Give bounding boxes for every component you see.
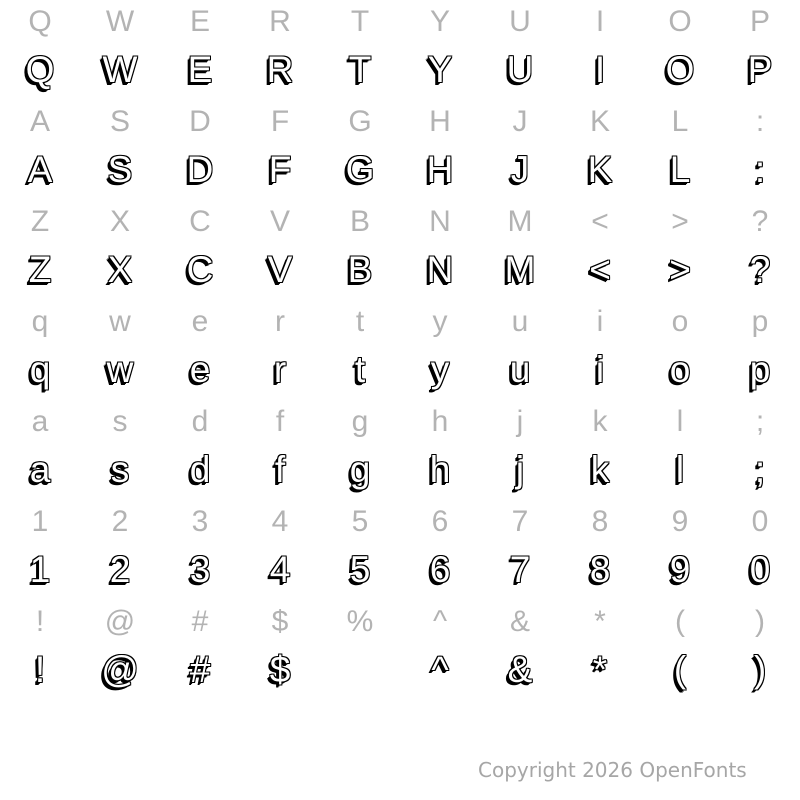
glyph-cell: > xyxy=(669,249,691,290)
glyph-cell: Y xyxy=(427,49,453,90)
glyph-cell: P xyxy=(749,5,770,38)
glyph-cell: < xyxy=(589,249,611,290)
glyph-row-4-shadow xyxy=(0,150,800,200)
glyph-cell: 3 xyxy=(189,549,211,590)
glyph-cell: d xyxy=(191,405,209,438)
glyph-row-8-shadow xyxy=(0,350,800,400)
glyph-cell: l xyxy=(676,405,684,438)
glyph-cell: Q xyxy=(25,49,55,90)
glyph-row-10-shadow xyxy=(0,450,800,500)
glyph-cell: J xyxy=(512,105,528,138)
glyph-row-5-plain xyxy=(0,200,800,250)
glyph-cell: @ xyxy=(101,649,139,690)
glyph-cell: r xyxy=(275,305,285,338)
glyph-cell: 1 xyxy=(31,505,49,538)
glyph-cell: V xyxy=(267,249,293,290)
glyph-cell: h xyxy=(431,405,449,438)
glyph-cell: 6 xyxy=(431,505,449,538)
glyph-row-3-plain xyxy=(0,100,800,150)
glyph-cell: l xyxy=(675,449,685,490)
glyph-cell: & xyxy=(509,605,530,638)
glyph-cell: # xyxy=(191,605,209,638)
glyph-cell: 2 xyxy=(111,505,129,538)
glyph-cell: O xyxy=(668,5,692,38)
glyph-cell: 4 xyxy=(269,549,291,590)
glyph-cell: U xyxy=(506,49,534,90)
glyph-cell: j xyxy=(515,449,525,490)
glyph-cell: w xyxy=(106,349,134,390)
glyph-cell xyxy=(320,650,400,700)
glyph-cell: < xyxy=(591,205,609,238)
copyright-text: Copyright 2026 OpenFonts xyxy=(478,758,747,782)
glyph-row-11-plain xyxy=(0,500,800,550)
glyph-cell: 6 xyxy=(429,549,451,590)
glyph-cell: q xyxy=(31,305,49,338)
glyph-cell: ) xyxy=(753,649,767,690)
glyph-cell: f xyxy=(274,449,286,490)
glyph-cell: ! xyxy=(34,649,46,690)
glyph-cell: N xyxy=(429,205,451,238)
glyph-cell: 9 xyxy=(669,549,691,590)
glyph-cell: o xyxy=(669,349,691,390)
glyph-cell: O xyxy=(665,49,695,90)
glyph-cell: W xyxy=(105,5,135,38)
glyph-cell: 9 xyxy=(671,505,689,538)
glyph-cell: p xyxy=(751,305,769,338)
glyph-row-1-plain xyxy=(0,0,800,50)
glyph-cell: 7 xyxy=(509,549,531,590)
glyph-cell: u xyxy=(509,349,531,390)
glyph-cell: B xyxy=(349,205,370,238)
glyph-cell: 8 xyxy=(589,549,611,590)
glyph-cell: g xyxy=(349,449,371,490)
glyph-cell: D xyxy=(186,149,214,190)
glyph-cell: P xyxy=(747,49,773,90)
glyph-cell: h xyxy=(429,449,451,490)
glyph-cell: L xyxy=(671,105,689,138)
glyph-cell: t xyxy=(354,349,366,390)
glyph-row-14-shadow xyxy=(0,650,800,700)
glyph-row-13-plain xyxy=(0,600,800,650)
glyph-cell: 0 xyxy=(751,505,769,538)
glyph-cell: d xyxy=(189,449,211,490)
glyph-cell: ( xyxy=(673,649,687,690)
glyph-cell: Z xyxy=(28,249,52,290)
glyph-cell: p xyxy=(749,349,771,390)
glyph-cell: L xyxy=(669,149,691,190)
glyph-cell: K xyxy=(589,105,610,138)
glyph-cell: B xyxy=(347,249,373,290)
glyph-cell: K xyxy=(587,149,613,190)
glyph-cell: k xyxy=(592,405,608,438)
glyph-cell: r xyxy=(273,349,287,390)
glyph-cell: a xyxy=(31,405,49,438)
glyph-cell: a xyxy=(29,449,51,490)
glyph-cell: G xyxy=(348,105,372,138)
glyph-cell: t xyxy=(355,305,365,338)
glyph-cell: i xyxy=(595,349,605,390)
glyph-cell: Z xyxy=(30,205,50,238)
glyph-cell: F xyxy=(270,105,290,138)
glyph-cell: w xyxy=(109,305,131,338)
glyph-cell: T xyxy=(350,5,370,38)
glyph-cell: W xyxy=(102,49,138,90)
glyph-cell: C xyxy=(186,249,214,290)
glyph-cell: i xyxy=(596,305,604,338)
glyph-cell: $ xyxy=(269,649,291,690)
glyph-cell: e xyxy=(189,349,211,390)
glyph-cell: y xyxy=(430,349,450,390)
glyph-cell: k xyxy=(590,449,610,490)
glyph-row-12-shadow xyxy=(0,550,800,600)
glyph-cell: ! xyxy=(35,605,45,638)
glyph-cell: s xyxy=(110,449,130,490)
glyph-cell: 3 xyxy=(191,505,209,538)
glyph-cell: F xyxy=(268,149,292,190)
glyph-cell: ^ xyxy=(432,605,448,638)
glyph-cell: M xyxy=(507,205,533,238)
glyph-cell: A xyxy=(29,105,50,138)
glyph-cell: 0 xyxy=(749,549,771,590)
glyph-cell: X xyxy=(109,205,130,238)
glyph-row-2-shadow xyxy=(0,50,800,100)
glyph-cell: : xyxy=(755,105,765,138)
glyph-cell: g xyxy=(351,405,369,438)
glyph-cell: 7 xyxy=(511,505,529,538)
glyph-cell: 4 xyxy=(271,505,289,538)
glyph-cell: M xyxy=(504,249,536,290)
glyph-row-9-plain xyxy=(0,400,800,450)
glyph-cell: j xyxy=(516,405,524,438)
glyph-cell: $ xyxy=(271,605,289,638)
glyph-cell: % xyxy=(346,605,374,638)
glyph-cell: ; xyxy=(755,405,765,438)
glyph-cell: u xyxy=(511,305,529,338)
glyph-cell: I xyxy=(594,49,606,90)
glyph-cell: ? xyxy=(749,249,771,290)
glyph-cell: R xyxy=(269,5,291,38)
glyph-cell: ^ xyxy=(431,649,449,690)
glyph-cell: E xyxy=(189,5,210,38)
glyph-cell: S xyxy=(107,149,133,190)
glyph-cell: T xyxy=(348,49,372,90)
glyph-cell: C xyxy=(189,205,211,238)
glyph-cell: R xyxy=(266,49,294,90)
glyph-cell: V xyxy=(269,205,290,238)
glyph-cell: 1 xyxy=(29,549,51,590)
glyph-cell: S xyxy=(109,105,130,138)
glyph-cell: J xyxy=(510,149,530,190)
glyph-cell: U xyxy=(509,5,531,38)
glyph-row-6-shadow xyxy=(0,250,800,300)
glyph-cell: D xyxy=(189,105,211,138)
glyph-cell: : xyxy=(754,149,766,190)
glyph-cell: N xyxy=(426,249,454,290)
glyph-cell: > xyxy=(671,205,689,238)
glyph-cell: q xyxy=(29,349,51,390)
glyph-cell: e xyxy=(191,305,209,338)
glyph-cell: @ xyxy=(104,605,136,638)
glyph-cell: 8 xyxy=(591,505,609,538)
glyph-cell: * xyxy=(594,605,606,638)
glyph-cell: o xyxy=(671,305,689,338)
glyph-cell: ; xyxy=(754,449,766,490)
glyph-cell: X xyxy=(107,249,133,290)
glyph-cell: 5 xyxy=(349,549,371,590)
glyph-cell: & xyxy=(507,649,533,690)
glyph-cell: Q xyxy=(28,5,52,38)
glyph-row-7-plain xyxy=(0,300,800,350)
glyph-cell: y xyxy=(432,305,448,338)
glyph-cell: * xyxy=(592,649,608,690)
glyph-cell: 5 xyxy=(351,505,369,538)
glyph-cell: # xyxy=(189,649,211,690)
glyph-cell: Y xyxy=(429,5,450,38)
glyph-cell: ( xyxy=(675,605,685,638)
glyph-cell: I xyxy=(595,5,605,38)
glyph-cell: ? xyxy=(751,205,769,238)
glyph-cell: s xyxy=(112,405,128,438)
glyph-cell: G xyxy=(345,149,375,190)
glyph-cell: A xyxy=(27,149,53,190)
glyph-cell: f xyxy=(275,405,285,438)
glyph-cell: E xyxy=(187,49,213,90)
glyph-cell: H xyxy=(426,149,454,190)
glyph-cell: 2 xyxy=(109,549,131,590)
glyph-cell: ) xyxy=(755,605,765,638)
glyph-cell: H xyxy=(429,105,451,138)
